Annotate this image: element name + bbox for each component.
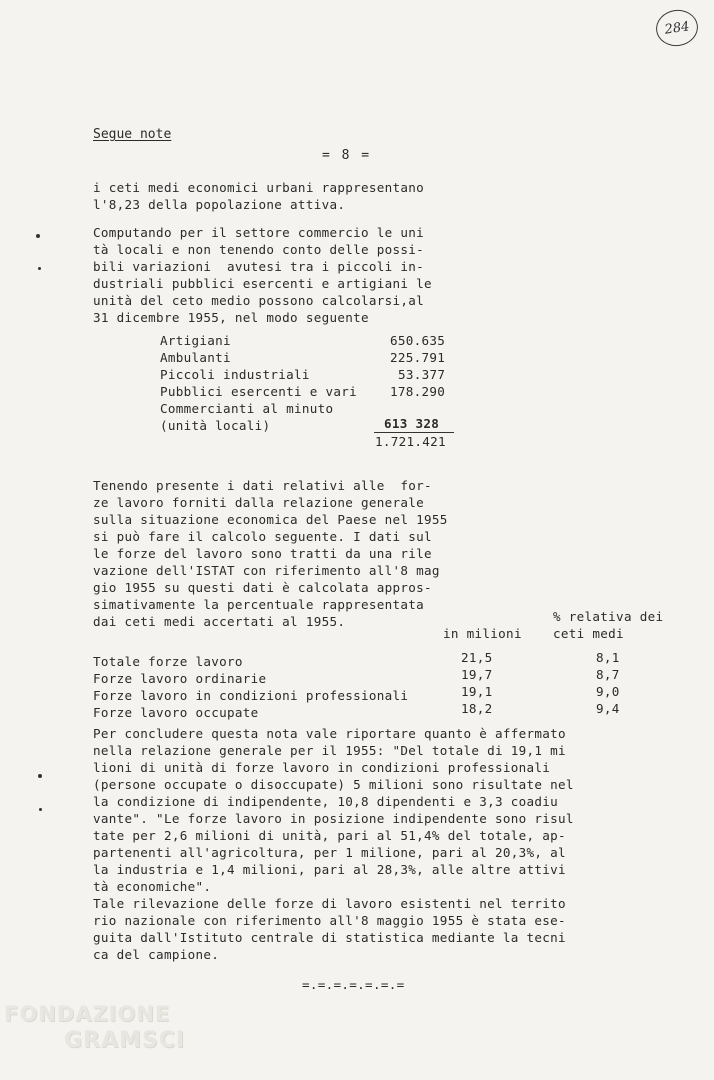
units-total: 1.721.421 bbox=[375, 434, 446, 449]
paragraph4-line: partenenti all'agricoltura, per 1 milione, pari al 20,3%, al bbox=[93, 845, 566, 860]
paragraph4-line: (persone occupate o disoccupate) 5 milioni sono risultate nel bbox=[93, 777, 574, 792]
labor-row-millions: 18,2 bbox=[461, 701, 493, 716]
paragraph3-line: si può fare il calcolo seguente. I dati sul bbox=[93, 529, 432, 544]
paragraph1-line: i ceti medi economici urbani rappresentano bbox=[93, 180, 425, 195]
header-percent: % relativa dei bbox=[553, 609, 664, 624]
archive-number: 284 bbox=[663, 18, 691, 38]
paragraph3-line: ze lavoro forniti dalla relazione generale bbox=[93, 495, 425, 510]
paragraph4-line: la condizione di indipendente, 10,8 dipendenti e 3,3 coadiu bbox=[93, 794, 559, 809]
paragraph3-line: sulla situazione economica del Paese nel 1955 bbox=[93, 512, 448, 527]
paragraph3-line: le forze del lavoro sono tratti da una rile bbox=[93, 546, 432, 561]
header-millions: in milioni bbox=[443, 626, 522, 641]
labor-row-label: Forze lavoro occupate bbox=[93, 705, 259, 720]
closing-separator: =.=.=.=.=.=.= bbox=[302, 977, 405, 992]
units-row-value: 613 328 bbox=[384, 416, 440, 431]
paragraph2-line: unità del ceto medio possono calcolarsi,al bbox=[93, 293, 425, 308]
paragraph3-line: gio 1955 su questi dati è calcolata appros- bbox=[93, 580, 432, 595]
units-row-value: 53.377 bbox=[398, 367, 446, 382]
watermark-line1: FONDAZIONE bbox=[4, 1002, 171, 1026]
units-row-label: Piccoli industriali bbox=[160, 367, 310, 382]
labor-row-millions: 19,7 bbox=[461, 667, 493, 682]
units-row-value: 178.290 bbox=[390, 384, 446, 399]
labor-row-label: Forze lavoro in condizioni professionali bbox=[93, 688, 409, 703]
paragraph2-line: 31 dicembre 1955, nel modo seguente bbox=[93, 310, 369, 325]
paragraph4-line: lioni di unità di forze lavoro in condizioni professionali bbox=[93, 760, 551, 775]
labor-row-millions: 19,1 bbox=[461, 684, 493, 699]
archive-watermark bbox=[4, 1002, 214, 1072]
paragraph4-line: tà economiche". bbox=[93, 879, 212, 894]
margin-mark bbox=[39, 808, 42, 811]
header-percent-sub: ceti medi bbox=[553, 626, 624, 641]
paragraph3-line: simativamente la percentuale rappresentata bbox=[93, 597, 425, 612]
margin-mark bbox=[36, 234, 40, 238]
archive-number-stamp bbox=[654, 7, 701, 48]
units-row-label: Artigiani bbox=[160, 333, 231, 348]
labor-row-percent: 8,1 bbox=[596, 650, 620, 665]
paragraph1-line: l'8,23 della popolazione attiva. bbox=[93, 197, 346, 212]
paragraph5-line: rio nazionale con riferimento all'8 maggio 1955 è stata ese- bbox=[93, 913, 566, 928]
paragraph2-line: Computando per il settore commercio le uni bbox=[93, 225, 425, 240]
margin-mark bbox=[38, 267, 41, 270]
units-row-label: Commercianti al minuto bbox=[160, 401, 334, 416]
section-label: Segue note bbox=[93, 127, 172, 142]
labor-row-label: Totale forze lavoro bbox=[93, 654, 243, 669]
paragraph5-line: guita dall'Istituto centrale di statistica mediante la tecni bbox=[93, 930, 566, 945]
watermark-line2: GRAMSCI bbox=[64, 1028, 186, 1053]
labor-row-label: Forze lavoro ordinarie bbox=[93, 671, 267, 686]
paragraph3-line: dai ceti medi accertati al 1955. bbox=[93, 614, 346, 629]
paragraph2-line: bili variazioni avutesi tra i piccoli in- bbox=[93, 259, 425, 274]
paragraph2-line: dustriali pubblici esercenti e artigiani le bbox=[93, 276, 432, 291]
page-number: = 8 = bbox=[322, 148, 372, 163]
units-row-label: Ambulanti bbox=[160, 350, 231, 365]
units-row-label: (unità locali) bbox=[160, 418, 271, 433]
paragraph4-line: tate per 2,6 milioni di unità, pari al 51,4% del totale, ap- bbox=[93, 828, 566, 843]
paragraph2-line: tà locali e non tenendo conto delle possi- bbox=[93, 242, 425, 257]
labor-row-percent: 9,4 bbox=[596, 701, 620, 716]
labor-row-millions: 21,5 bbox=[461, 650, 493, 665]
paragraph3-line: vazione dell'ISTAT con riferimento all'8 mag bbox=[93, 563, 440, 578]
paragraph4-line: Per concludere questa nota vale riportare quanto è affermato bbox=[93, 726, 566, 741]
labor-row-percent: 8,7 bbox=[596, 667, 620, 682]
labor-row-percent: 9,0 bbox=[596, 684, 620, 699]
paragraph5-line: ca del campione. bbox=[93, 947, 220, 962]
margin-mark bbox=[38, 774, 42, 778]
paragraph4-line: vante". "Le forze lavoro in posizione indipendente sono risul bbox=[93, 811, 574, 826]
paragraph3-line: Tenendo presente i dati relativi alle for- bbox=[93, 478, 432, 493]
units-row-value: 225.791 bbox=[390, 350, 446, 365]
paragraph5-line: Tale rilevazione delle forze di lavoro esistenti nel territo bbox=[93, 896, 566, 911]
units-row-label: Pubblici esercenti e vari bbox=[160, 384, 358, 399]
units-row-value: 650.635 bbox=[390, 333, 446, 348]
paragraph4-line: nella relazione generale per il 1955: "Del totale di 19,1 mi bbox=[93, 743, 566, 758]
paragraph4-line: la industria e 1,4 milioni, pari al 28,3%, alle altre attivi bbox=[93, 862, 566, 877]
